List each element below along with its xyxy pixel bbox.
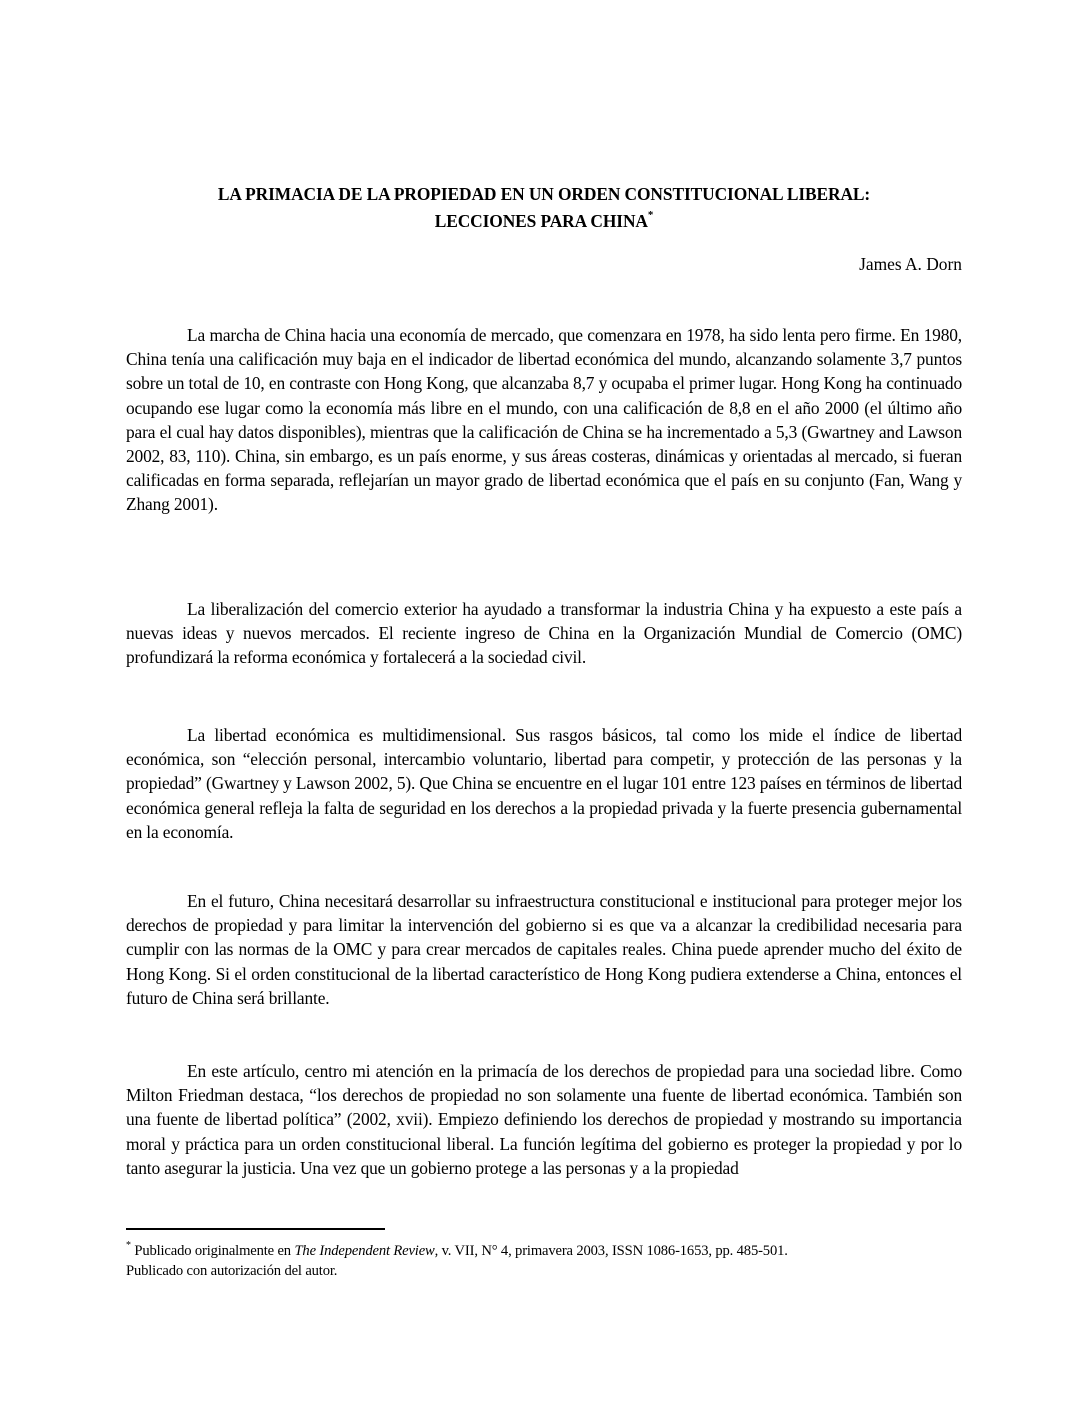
title-line-1: LA PRIMACIA DE LA PROPIEDAD EN UN ORDEN CONSTITUCIONAL LIBERAL:	[217, 184, 871, 204]
paragraph-2: La liberalización del comercio exterior ha ayudado a transformar la industria China y ha expuesto a este país a nuevas ideas y nuevos mercados. El reciente ingreso de China en la Organización Mundial de Comercio (OMC) profundizará la reforma económica y fortalecerá a la sociedad civil.	[126, 599, 962, 668]
journal-title: The Independent Review	[294, 1242, 435, 1259]
paragraph-1: La marcha de China hacia una economía de mercado, que comenzara en 1978, ha sido lenta pero firme. En 1980, China tenía una calificación muy baja en el indicador de libertad económica del mundo, alcanzando solamente 3,7 puntos sobre un total de 10, en contraste con Hong Kong, que alcanzaba 8,7 y ocupaba el primer lugar. Hong Kong ha continuado ocupando ese lugar como la economía más libre en el mundo, con una calificación de 8,8 en el año 2000 (el último año para el cual hay datos disponibles), mientras que la calificación de China se ha incrementado a 5,3 (Gwartney and Lawson 2002, 83, 110). China, sin embargo, es un país enorme, y sus áreas costeras, dinámicas y orientadas al mercado, si fueran calificadas en forma separada, reflejarían un mayor grado de libertad económica que el país en su conjunto (Fan, Wang y Zhang 2001).	[126, 325, 962, 515]
title-line-2: LECCIONES PARA CHINA	[434, 210, 648, 231]
footnote-text-end: , v. VII, N° 4, primavera 2003, ISSN 1086-1653, pp. 485-501.	[434, 1242, 788, 1259]
footnote-text-start: Publicado originalmente en	[130, 1242, 295, 1259]
paragraph-5: En este artículo, centro mi atención en la primacía de los derechos de propiedad para una sociedad libre. Como Milton Friedman destaca, “los derechos de propiedad no son solamente una fuente de libertad económica. También son una fuente de libertad política” (2002, xvii). Empiezo definiendo los derechos de propiedad y mostrando su importancia moral y práctica para un orden constitucional liberal. La función legítima del gobierno es proteger la propiedad y por lo tanto asegurar la justicia. Una vez que un gobierno protege a las personas y a la propiedad	[126, 1061, 962, 1178]
author-name: James A. Dorn	[859, 254, 962, 274]
footnote-divider	[126, 1228, 385, 1230]
page-title	[126, 183, 962, 233]
footnote-line-2: Publicado con autorización del autor.	[126, 1262, 338, 1279]
title-footnote-marker: *	[647, 209, 654, 221]
paragraph-4: En el futuro, China necesitará desarrollar su infraestructura constitucional e institucional para proteger mejor los derechos de propiedad y para limitar la intervención del gobierno si es que va a alcanzar la credibilidad necesaria para cumplir con las normas de la OMC y para crear mercados de capitales reales. China puede aprender mucho del éxito de Hong Kong. Si el orden constitucional de la libertad característico de Hong Kong pudiera extenderse a China, entonces el futuro de China será brillante.	[126, 891, 962, 1008]
footnote-marker: *	[126, 1240, 131, 1251]
paragraph-3: La libertad económica es multidimensional. Sus rasgos básicos, tal como los mide el índice de libertad económica, son “elección personal, intercambio voluntario, libertad para competir, y protección de las personas y la propiedad” (Gwartney y Lawson 2002, 5). Que China se encuentre en el lugar 101 entre 123 países en términos de libertad económica general refleja la falta de seguridad en los derechos a la propiedad privada y la fuerte presencia gubernamental en la economía.	[126, 725, 962, 842]
footnote	[126, 1237, 962, 1281]
